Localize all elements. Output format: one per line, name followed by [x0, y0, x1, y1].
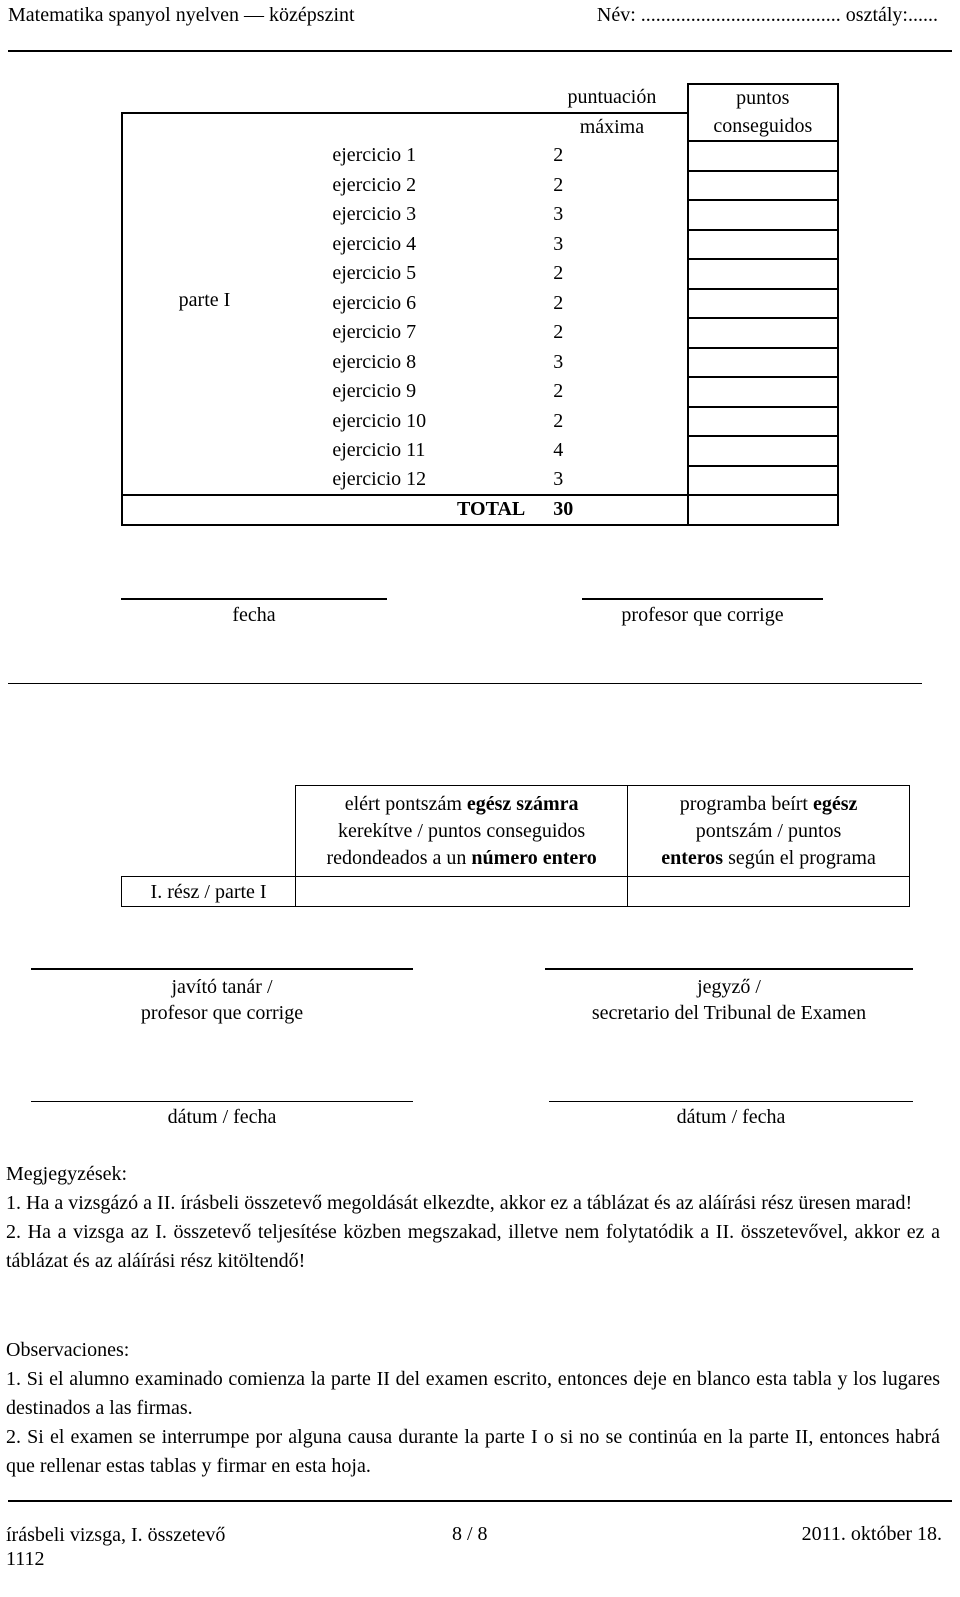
exercise-points-cell[interactable] — [688, 200, 838, 230]
page-number: 8 / 8 — [452, 1523, 488, 1545]
exercise-points-cell[interactable] — [688, 466, 838, 496]
exercise-row — [122, 171, 838, 201]
exercise-points-cell[interactable] — [688, 259, 838, 289]
col-header-got-1: puntos — [688, 84, 838, 113]
exercise-max-points: 2 — [553, 262, 564, 284]
exercise-label: ejercicio 10 — [332, 409, 427, 432]
footer-date: 2011. október 18. — [801, 1523, 942, 1545]
rounded-points-header: elért pontszám egész számra kerekítve / puntos conseguidos redondeados a un número entero — [296, 786, 628, 877]
date-line-right — [549, 1101, 913, 1102]
corrector-line — [31, 968, 413, 970]
date-line-left — [31, 1101, 413, 1102]
exercise-row — [122, 377, 838, 407]
col-header-got-2: conseguidos — [688, 113, 838, 142]
exercise-points-cell[interactable] — [688, 171, 838, 201]
notes-hu-item-2: 2. Ha a vizsga az I. összetevő teljesítése közben megszakad, illetve nem folytatódik a II. összetevővel, akkor ez a táblázat és az aláírási rész kitöltendő! — [6, 1221, 940, 1272]
secretary-label: jegyző / secretario del Tribunal de Examen — [591, 976, 867, 1024]
exercise-label: ejercicio 9 — [332, 380, 417, 402]
footer-left: írásbeli vizsga, I. összetevő 1112 — [6, 1524, 226, 1570]
exercise-points-cell[interactable] — [688, 377, 838, 407]
exercise-label: ejercicio 5 — [332, 262, 417, 284]
exercise-max-points: 4 — [553, 439, 564, 461]
exercise-max-points: 3 — [553, 232, 564, 255]
total-value: 30 — [537, 495, 687, 525]
notes-es-title: Observaciones: — [6, 1339, 130, 1361]
exercise-label: ejercicio 2 — [332, 173, 417, 196]
notes-hu-title: Megjegyzések: — [6, 1163, 128, 1185]
part-row-label: I. rész / parte I — [122, 877, 296, 907]
notes-hungarian — [6, 1160, 940, 1276]
header-name-class: Név: ........................................ osztály:...... — [596, 4, 938, 26]
corrector-label: javító tanár / profesor que corrige — [140, 976, 304, 1024]
exercise-max-points: 2 — [553, 144, 564, 166]
exercise-max-points: 3 — [553, 203, 564, 225]
exercise-label: ejercicio 3 — [332, 203, 417, 225]
exercise-label: ejercicio 11 — [332, 439, 426, 461]
col-header-max-1: puntuación — [567, 86, 657, 108]
exercise-max-points: 2 — [553, 321, 564, 343]
exercise-label: ejercicio 7 — [332, 321, 417, 343]
notes-es-item-2: 2. Si el examen se interrumpe por alguna causa durante la parte I o si no se continúa en la parte II, entonces habrá que rellenar estas tablas y firmar en esta hoja. — [6, 1426, 940, 1477]
exercise-label: ejercicio 6 — [332, 291, 417, 314]
date-label-left: dátum / fecha — [167, 1106, 277, 1128]
exercise-max-points: 3 — [553, 350, 564, 373]
exercise-label: ejercicio 1 — [332, 144, 417, 166]
notes-spanish — [6, 1336, 940, 1481]
rounded-points-cell[interactable] — [296, 877, 628, 907]
exercise-row — [122, 436, 838, 466]
section-label: parte I — [178, 289, 231, 311]
exercise-row — [122, 141, 838, 171]
exercise-row — [122, 466, 838, 496]
program-points-cell[interactable] — [628, 877, 910, 907]
exercise-max-points: 2 — [553, 380, 564, 402]
total-points-cell[interactable] — [688, 495, 838, 525]
notes-es-item-1: 1. Si el alumno examinado comienza la parte II del examen escrito, entonces deje en blanco esta tabla y los lugares destinados a las firmas. — [6, 1368, 940, 1419]
secretary-line — [545, 968, 913, 970]
total-label: TOTAL — [316, 495, 537, 525]
exercise-row — [122, 318, 838, 348]
header-rule — [8, 50, 952, 52]
exercise-points-cell[interactable] — [688, 141, 838, 171]
exercise-label: ejercicio 8 — [332, 350, 417, 373]
exercise-max-points: 3 — [553, 468, 564, 490]
exercise-max-points: 2 — [553, 173, 564, 196]
date-line — [121, 598, 387, 600]
footer-rule — [8, 1500, 952, 1502]
exercise-row — [122, 348, 838, 378]
exercise-row — [122, 259, 838, 289]
exercise-points-cell[interactable] — [688, 318, 838, 348]
section-divider — [8, 683, 922, 684]
teacher-label: profesor que corrige — [621, 604, 784, 626]
exercise-max-points: 2 — [553, 409, 564, 432]
notes-hu-item-1: 1. Ha a vizsgázó a II. írásbeli összetevő megoldását elkezdte, akkor ez a táblázat és az aláírási rész üresen marad! — [6, 1192, 913, 1214]
exercise-row — [122, 230, 838, 260]
exercise-label: ejercicio 12 — [332, 468, 427, 490]
teacher-line — [582, 598, 823, 600]
exercise-max-points: 2 — [553, 291, 564, 314]
exercise-label: ejercicio 4 — [332, 232, 417, 255]
date-label-right: dátum / fecha — [676, 1106, 786, 1128]
exercise-points-cell[interactable] — [688, 407, 838, 437]
exercise-points-cell[interactable] — [688, 348, 838, 378]
program-points-header: programba beírt egész pontszám / puntos enteros según el programa — [628, 786, 910, 877]
exercise-points-cell[interactable] — [688, 436, 838, 466]
date-label: fecha — [232, 604, 276, 626]
col-header-max-2: máxima — [537, 113, 687, 142]
exercise-row — [122, 200, 838, 230]
header-title: Matematika spanyol nyelven — középszint — [8, 4, 355, 26]
exercise-points-cell[interactable] — [688, 230, 838, 260]
exercise-row — [122, 407, 838, 437]
exercise-points-cell[interactable] — [688, 289, 838, 319]
part-table — [121, 785, 910, 907]
